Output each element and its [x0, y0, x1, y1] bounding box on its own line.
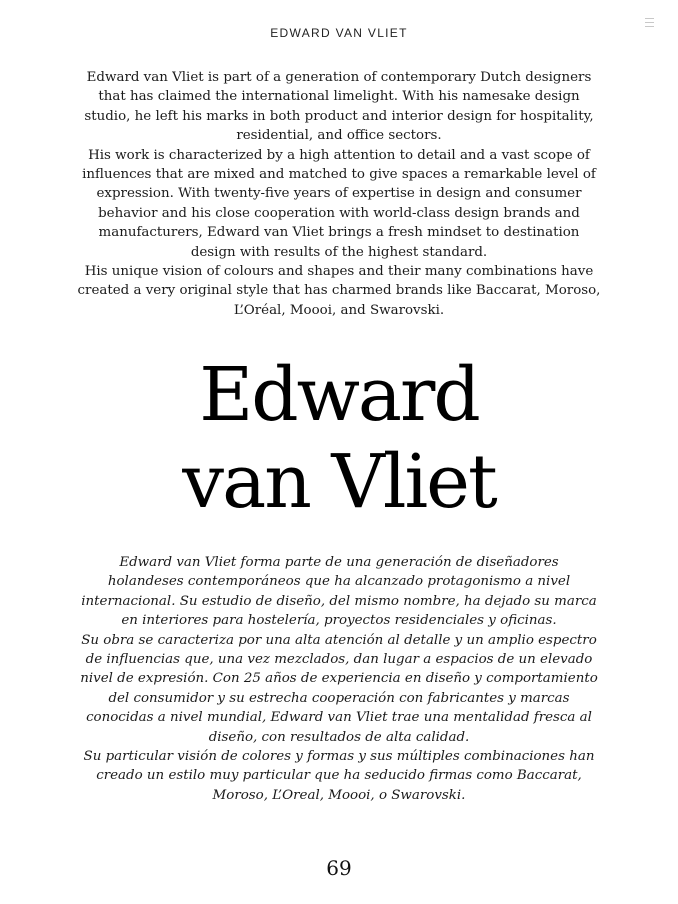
english-paragraph-2: His work is characterized by a high attention to detail and a vast scope of influences that are mixed and matched to give spaces a remarkable level of expression. With twenty-five years of expertise in design and consumer behavior and his close cooperation with world-class design brands and manufacturers, Edward van Vliet brings a fresh mindset to destination design with results of the highest standard. [82, 147, 596, 260]
hamburger-menu-icon[interactable] [645, 18, 654, 29]
page-number: 69 [326, 856, 352, 880]
english-body-text [76, 68, 602, 320]
spanish-paragraph-2: Su obra se caracteriza por una alta atención al detalle y un amplio espectro de influencias que, una vez mezclados, dan lugar a espacios de un elevado nivel de expresión. Con 25 años de experiencia en diseño y comportamiento del consumidor y su estrecha cooperación con fabricantes y marcas conocidas a nivel mundial, Edward van Vliet trae una mentalidad fresca al diseño, con resultados de alta calidad. [80, 632, 598, 745]
running-header: EDWARD VAN VLIET [270, 26, 408, 40]
spanish-body-text [80, 553, 598, 805]
english-paragraph-3: His unique vision of colours and shapes and their many combinations have created a very original style that has charmed brands like Baccarat, Moroso, L’Oréal, Moooi, and Swarovski. [77, 264, 601, 318]
page-title-line-2: van Vliet [182, 439, 496, 525]
english-paragraph-1: Edward van Vliet is part of a generation of contemporary Dutch designers that has claimed the international limelight. With his namesake design studio, he left his marks in both product and interior design for hospitality, residential, and office sectors. [84, 70, 594, 144]
page-title [0, 352, 678, 526]
spanish-paragraph-1: Edward van Vliet forma parte de una generación de diseñadores holandeses contemporáneos que ha alcanzado protagonismo a nivel internacional. Su estudio de diseño, del mismo nombre, ha dejado su marca en interiores para hostelería, proyectos residenciales y oficinas. [81, 555, 597, 629]
spanish-paragraph-3: Su particular visión de colores y formas y sus múltiples combinaciones han creado un estilo muy particular que ha seducido firmas como Baccarat, Moroso, L’Oreal, Moooi, o Swarovski. [83, 749, 595, 803]
page-title-line-1: Edward [199, 352, 479, 438]
